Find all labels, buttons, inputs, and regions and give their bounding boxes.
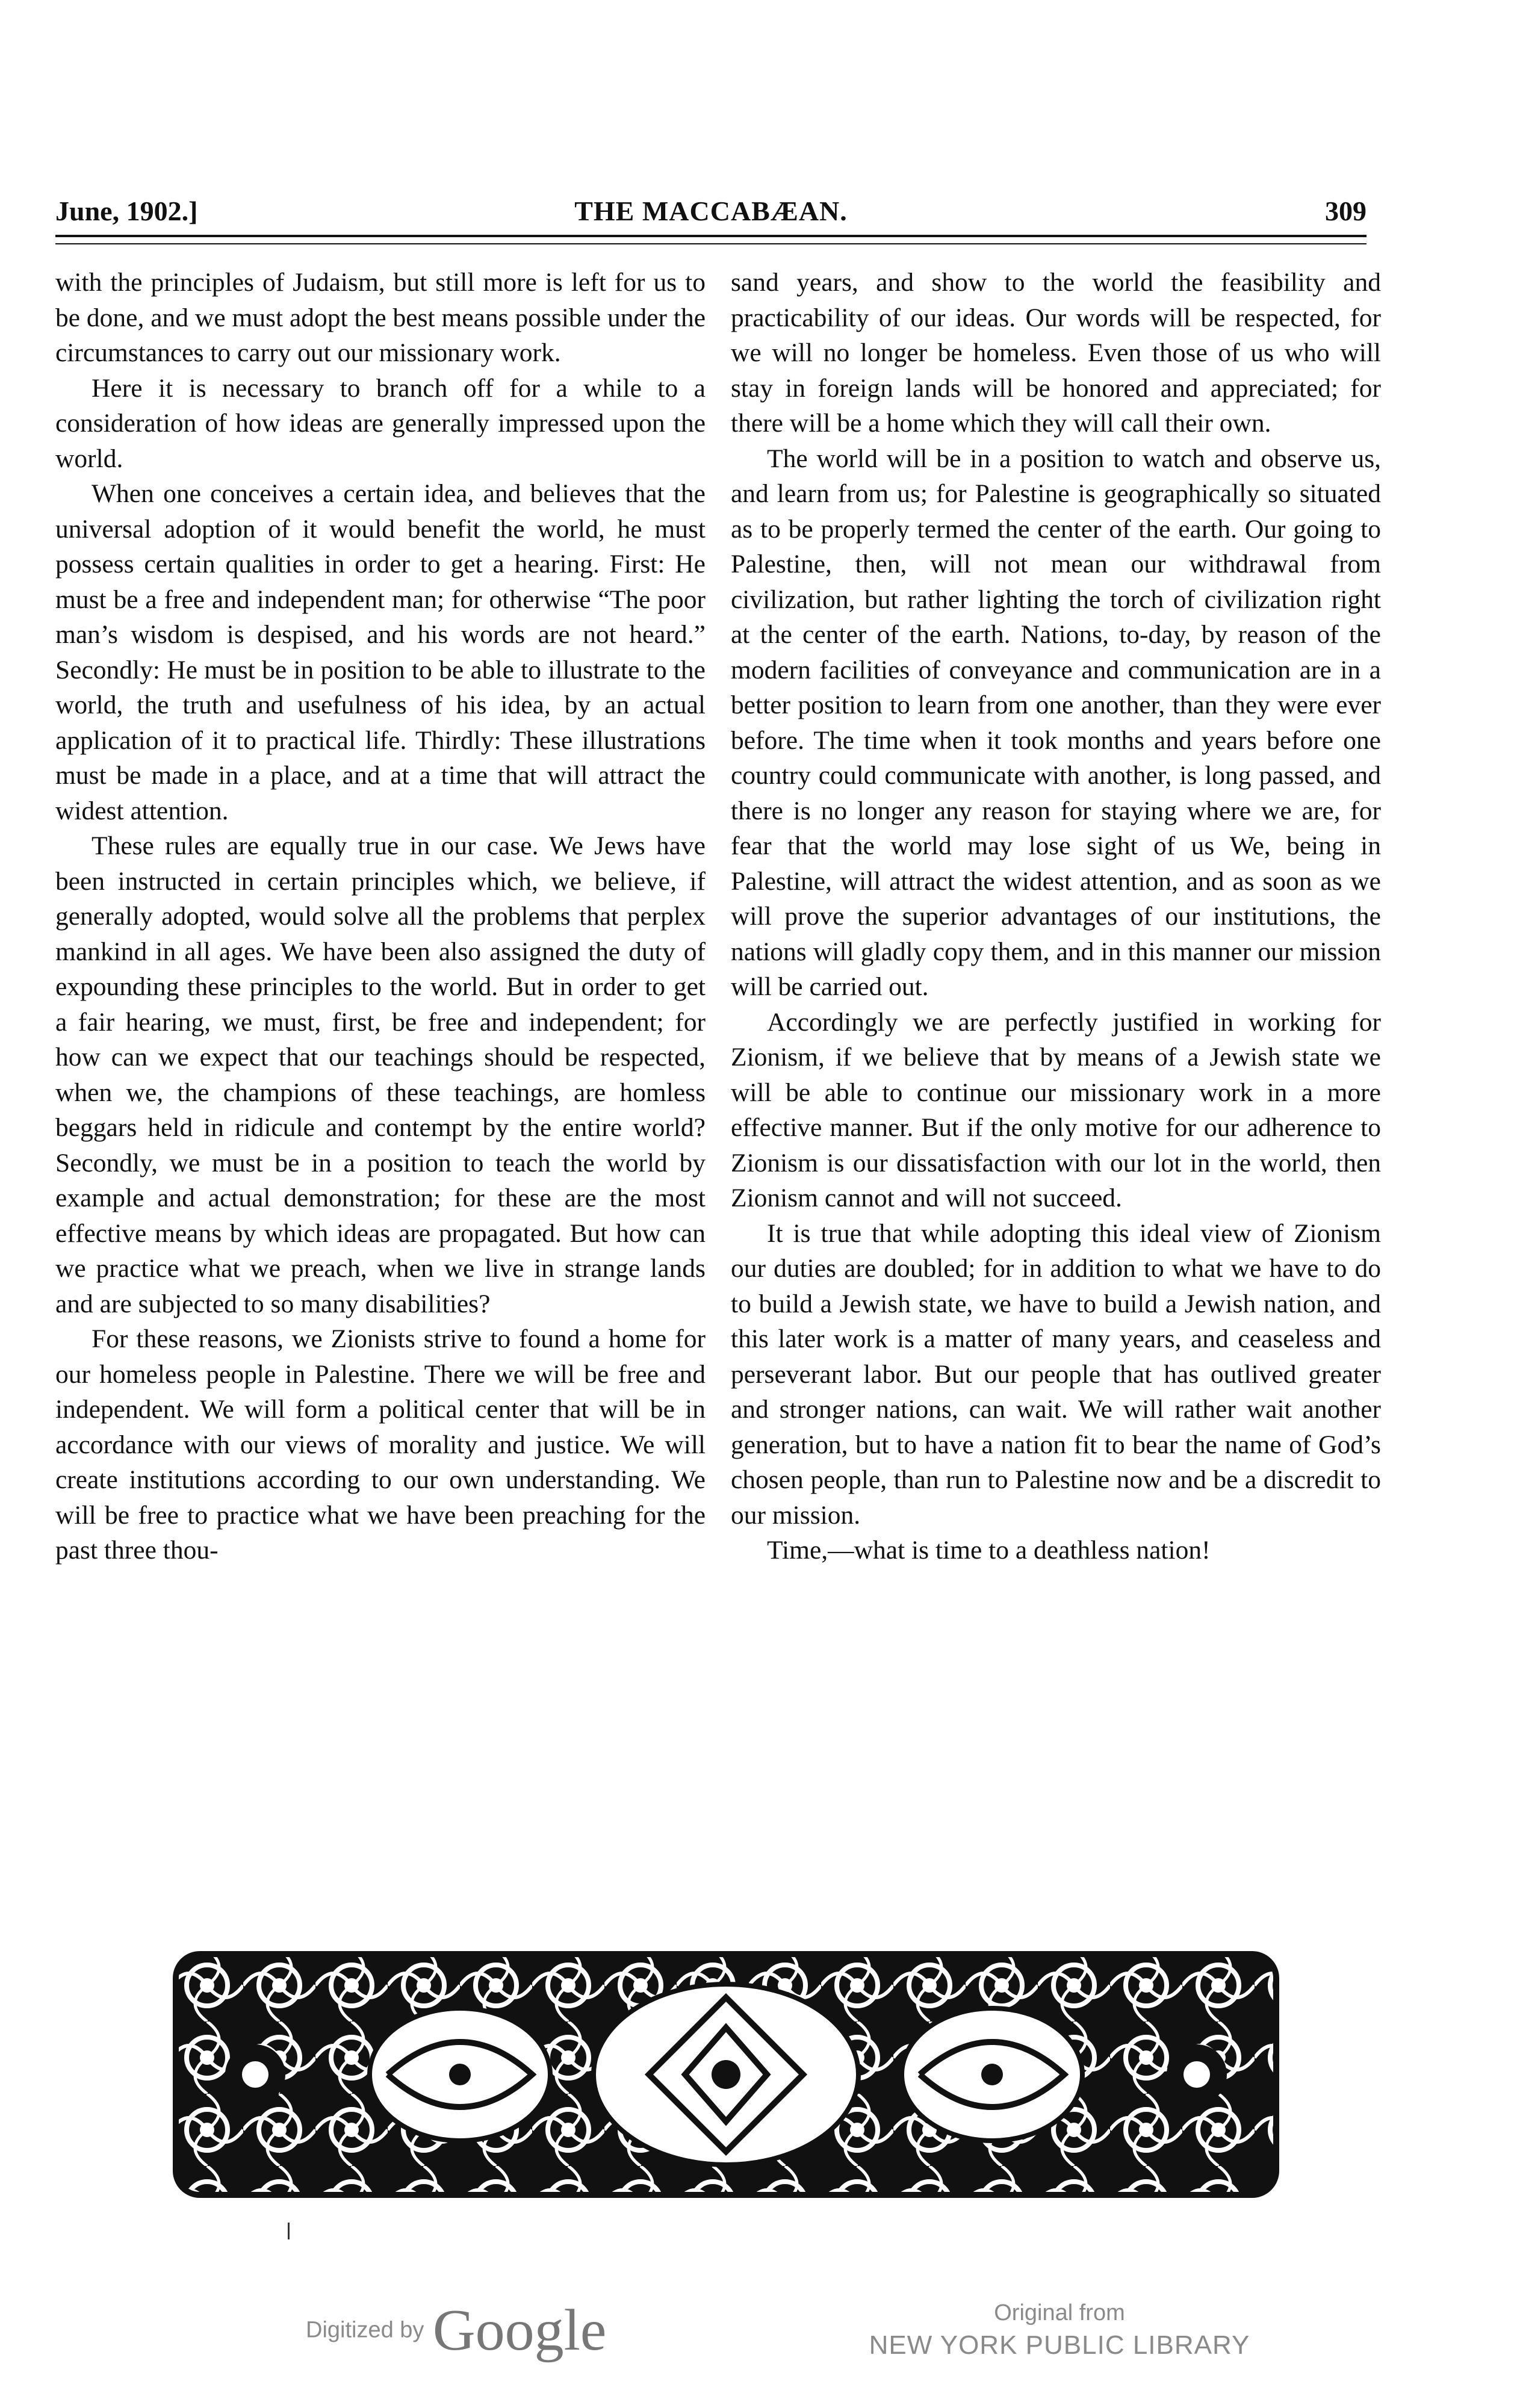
journal-title: THE MACCABÆAN. (574, 196, 848, 226)
digitized-by-label: Digitized by (306, 2317, 424, 2343)
stray-mark (288, 2223, 290, 2239)
library-name: NEW YORK PUBLIC LIBRARY (869, 2330, 1250, 2360)
text-column-left (55, 265, 706, 1568)
paragraph: For these reasons, we Zionists strive to found a home for our homeless people in Palestine. There we will be free and independent. We will form a political center that will be in accordance with our views of morality and justice. We will create institutions according to our own understanding. We will be free to practice what we have been preaching for the past three thou- (55, 1324, 706, 1565)
paragraph: It is true that while adopting this ideal view of Zionism our duties are doubled; for in addition to what we have to do to build a Jewish state, we have to build a Jewish nation, and this later work is a matter of many years, and ceaseless and perseverant labor. But our people that has outlived greater and stronger nations, can wait. We will rather wait another generation, but to have a nation fit to bear the name of God’s chosen people, than run to Palestine now and be a discredit to our mission. (731, 1218, 1381, 1530)
page-number: 309 (1325, 196, 1367, 226)
paragraph: The world will be in a position to watch and observe us, and learn from us; for Palestine is geographically so situated as to be properly termed the center of the earth. Our going to Palestine, then, will not mean our withdrawal from civilization, but rather lighting the torch of civilization right at the center of the earth. Nations, to-day, by reason of the modern facilities of conveyance and communication are in a better position to learn from one another, than they were ever before. The time when it took months and years before one country could communicate with another, is long passed, and there is no longer any reason for staying where we are, for fear that the world may lose sight of us We, being in Palestine, will attract the widest attention, and as soon as we will prove the superior advantages of our institutions, the nations will gladly copy them, and in this manner our mission will be carried out. (731, 444, 1381, 1001)
paragraph: These rules are equally true in our case. We Jews have been instructed in certain principles which, we believe, if generally adopted, would solve all the problems that perplex mankind in all ages. We have been also assigned the duty of expounding these principles to the world. But in order to get a fair hearing, we must, first, be free and independent; for how can we expect that our teachings should be respected, when we, the champions of these teachings, are homless beggars held in ridicule and contempt by the entire world? Secondly, we must be in a position to teach the world by example and actual demonstration; for these are the most effective means by which ideas are propagated. But how can we practice what we preach, when we live in strange lands and are subjected to so many disabilities? (55, 831, 706, 1318)
paragraph: Here it is necessary to branch off for a while to a consideration of how ideas are generally impressed upon the world. (55, 373, 706, 473)
paragraph: with the principles of Judaism, but still more is left for us to be done, and we must adopt the best means possible under the circumstances to carry out our missionary work. (55, 268, 706, 367)
source-library-watermark (867, 2298, 1252, 2363)
header-rule-thin (55, 243, 1367, 244)
google-logo-text: Google (432, 2298, 607, 2363)
running-header (55, 191, 1367, 234)
header-rule-thick (55, 235, 1367, 237)
issue-date: June, 1902.] (55, 196, 198, 226)
digitized-by-watermark (306, 2297, 606, 2369)
original-from-label: Original from (994, 2300, 1125, 2326)
paragraph: sand years, and show to the world the feasibility and practicability of our ideas. Our words will be respected, for we will no longer be homeless. Even those of us who will stay in foreign lands will be honored and appreciated; for there will be a home which they will call their own. (731, 268, 1381, 438)
paragraph: Accordingly we are perfectly justified in working for Zionism, if we believe that by means of a Jewish state we will be able to continue our missionary work in a more effective manner. But if the only motive for our adherence to Zionism is our dissatisfaction with our lot in the world, then Zionism cannot and will not succeed. (731, 1007, 1381, 1212)
decorative-ornament-band (171, 1949, 1281, 2200)
paragraph: Time,—what is time to a deathless nation! (767, 1536, 1211, 1565)
paragraph: When one conceives a certain idea, and believes that the universal adoption of it would benefit the world, he must possess certain qualities in order to get a hearing. First: He must be a free and independent man; for otherwise “The poor man’s wisdom is despised, and his words are not heard.” Secondly: He must be in position to be able to illustrate to the world, the truth and usefulness of his idea, by an actual application of it to practical life. Thirdly: These illustrations must be made in a place, and at a time that will attract the widest attention. (55, 479, 706, 825)
text-column-right (731, 265, 1381, 1568)
